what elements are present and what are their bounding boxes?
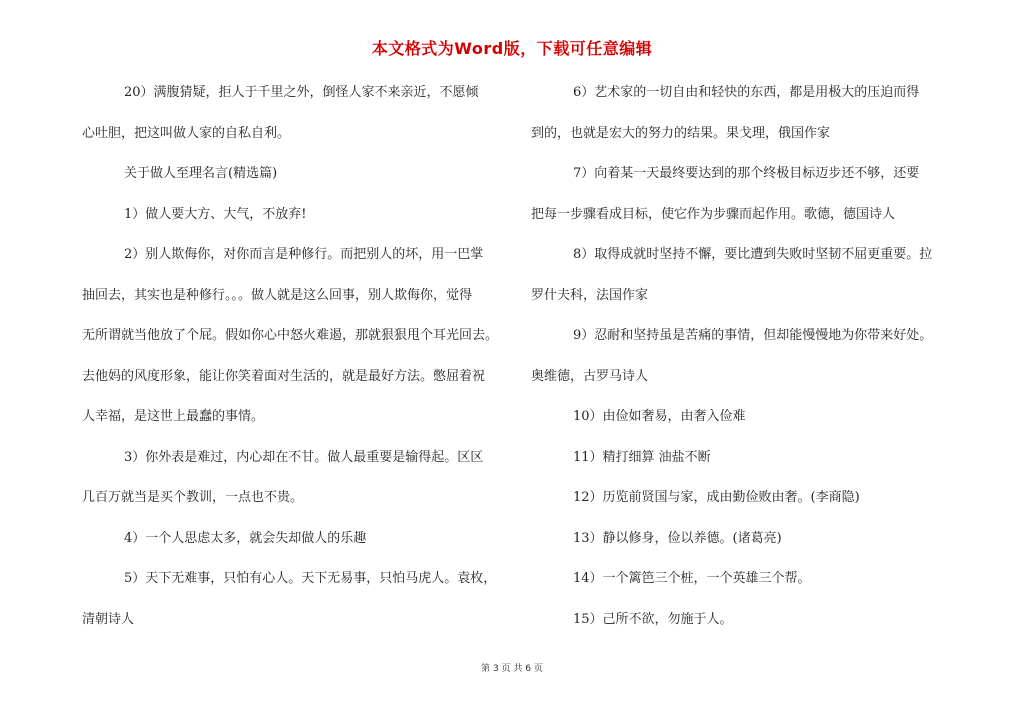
right-line-8: 奥维德，古罗马诗人 [531, 369, 649, 384]
document-banner: 本文格式为Word版，下载可任意编辑 [371, 39, 653, 58]
right-line-7: 9）忍耐和坚持虽是苦痛的事情，但却能慢慢地为你带来好处。 [573, 328, 933, 343]
left-line-13: 5）天下无难事，只怕有心人。天下无易事，只怕马虎人。袁枚， [124, 571, 497, 586]
left-line-3: 关于做人至理名言(精选篇) [124, 166, 278, 181]
right-line-1: 6）艺术家的一切自由和轻快的东西，都是用极大的压迫而得 [573, 85, 920, 100]
left-line-11: 几百万就当是买个教训，一点也不贵。 [82, 490, 304, 505]
left-line-7: 无所谓就当他放了个屁。假如你心中怒火难遏，那就狠狠甩个耳光回去。 [82, 328, 499, 343]
left-line-6: 抽回去，其实也是种修行。。。做人就是这么回事，别人欺侮你，觉得 [82, 288, 473, 303]
left-line-14: 清朝诗人 [82, 612, 135, 627]
right-line-3: 7）向着某一天最终要达到的那个终极目标迈步还不够，还要 [573, 166, 920, 181]
right-line-14: 15）己所不欲，勿施于人。 [573, 612, 733, 627]
right-line-2: 到的，也就是宏大的努力的结果。果戈理，俄国作家 [531, 126, 831, 141]
right-line-6: 罗什夫科，法国作家 [531, 288, 649, 303]
right-line-13: 14）一个篱笆三个桩，一个英雄三个帮。 [573, 571, 811, 586]
right-line-5: 8）取得成就时坚持不懈，要比遭到失败时坚韧不屈更重要。拉 [573, 247, 933, 262]
left-line-2: 心吐胆，把这叫做人家的自私自利。 [82, 126, 291, 141]
left-line-5: 2）别人欺侮你，对你而言是种修行。而把别人的坏，用一巴掌 [124, 247, 484, 262]
right-line-9: 10）由俭如奢易，由奢入俭难 [573, 409, 746, 424]
right-line-4: 把每一步骤看成目标，使它作为步骤而起作用。歌德，德国诗人 [531, 207, 896, 222]
right-line-12: 13）静以修身，俭以养德。(诸葛亮) [573, 531, 782, 546]
right-line-10: 11）精打细算 油盐不断 [573, 450, 711, 465]
page-footer: 第 3 页 共 6 页 [481, 664, 543, 674]
left-line-10: 3）你外表是难过，内心却在不甘。做人最重要是输得起。区区 [124, 450, 484, 465]
right-line-11: 12）历览前贤国与家，成由勤俭败由奢。(李商隐) [573, 490, 860, 505]
left-line-9: 人幸福，是这世上最蠢的事情。 [82, 409, 265, 424]
left-line-8: 去他妈的风度形象，能让你笑着面对生活的，就是最好方法。憋屈着祝 [82, 369, 486, 384]
left-line-1: 20）满腹猜疑，拒人于千里之外，倒怪人家不来亲近，不愿倾 [124, 85, 479, 100]
left-line-4: 1）做人要大方、大气，不放弃! [124, 207, 307, 222]
left-line-12: 4）一个人思虑太多，就会失却做人的乐趣 [124, 531, 367, 546]
